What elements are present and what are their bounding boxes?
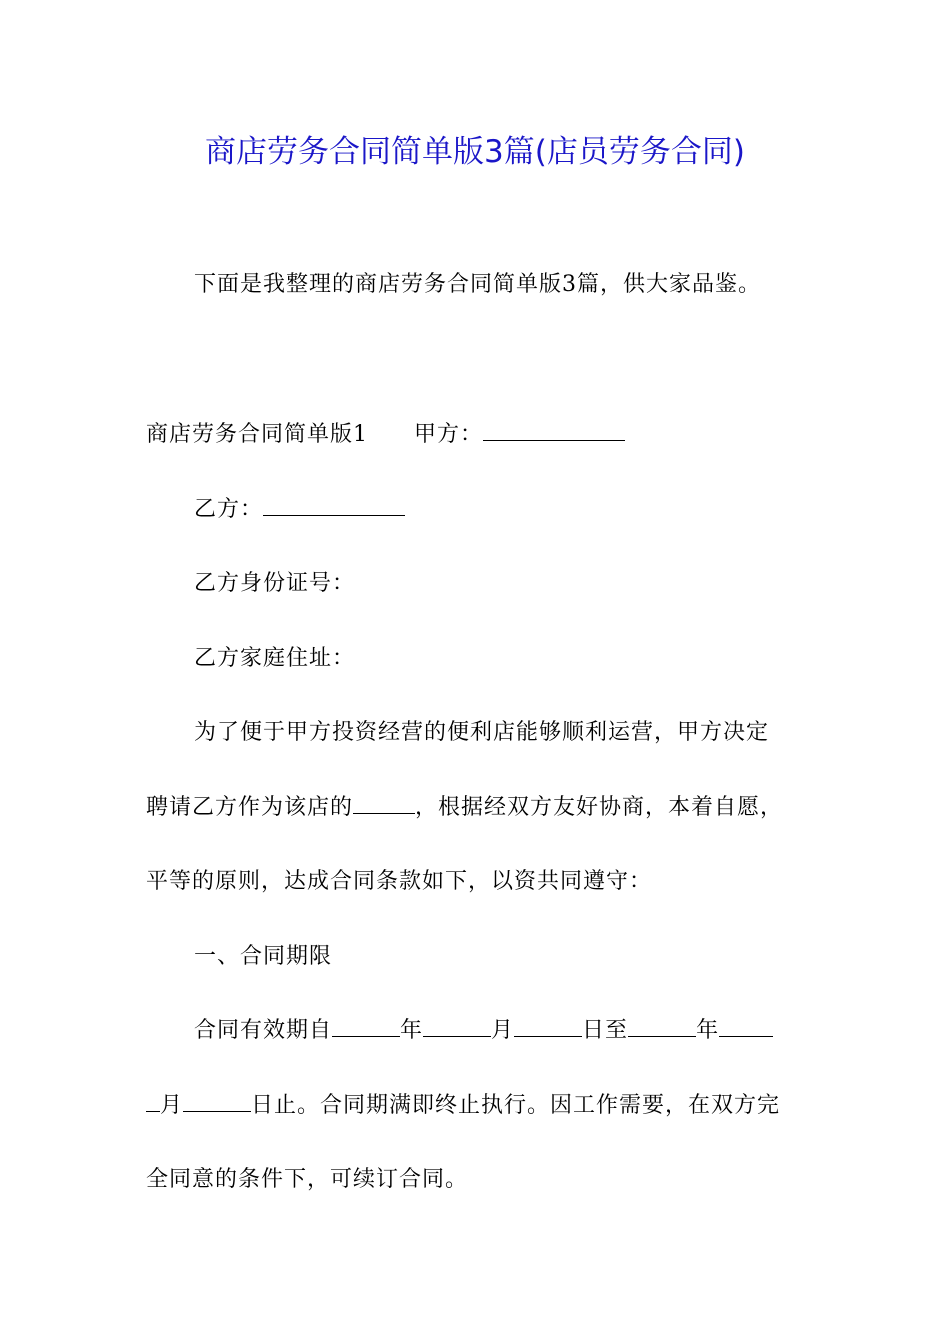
end-month-label: 月 <box>160 1093 184 1118</box>
end-month-blank-start <box>719 1014 773 1037</box>
party-b-row <box>194 493 405 527</box>
position-blank <box>353 791 415 814</box>
start-day-blank <box>514 1014 582 1037</box>
paragraph-1-line-2-end: ，根据经双方友好协商，本着自愿， <box>415 795 784 820</box>
start-month-label: 月 <box>491 1018 515 1043</box>
end-year-blank <box>628 1014 696 1037</box>
clause-1-heading: 一、合同期限 <box>194 944 333 969</box>
party-a-label: 甲方： <box>414 422 484 447</box>
section-heading: 商店劳务合同简单版1 <box>146 422 368 447</box>
party-b-id-label: 乙方身份证号： <box>194 571 356 596</box>
paragraph-1-line-2 <box>146 791 783 825</box>
term-end-text: 日止。合同期满即终止执行。因工作需要，在双方完 <box>251 1093 781 1118</box>
start-year-label: 年 <box>400 1018 424 1043</box>
start-day-to-label: 日至 <box>582 1018 629 1043</box>
party-b-blank <box>263 493 405 516</box>
term-line-1 <box>194 1014 773 1048</box>
paragraph-1-line-3: 平等的原则，达成合同条款如下，以资共同遵守： <box>146 869 653 894</box>
party-b-label: 乙方： <box>194 497 264 522</box>
intro-paragraph: 下面是我整理的商店劳务合同简单版3篇，供大家品鉴。 <box>194 272 761 297</box>
end-month-blank-continued <box>146 1089 160 1112</box>
term-line-2 <box>146 1089 780 1123</box>
term-line-3: 全同意的条件下，可续订合同。 <box>146 1167 469 1192</box>
paragraph-1-line-2-start: 聘请乙方作为该店的 <box>146 795 354 820</box>
party-b-address-label: 乙方家庭住址： <box>194 646 356 671</box>
party-a-blank <box>483 418 625 441</box>
term-prefix: 合同有效期自 <box>194 1018 333 1043</box>
end-year-label: 年 <box>696 1018 720 1043</box>
start-year-blank <box>332 1014 400 1037</box>
paragraph-1-line-1: 为了便于甲方投资经营的便利店能够顺利运营，甲方决定 <box>194 720 770 745</box>
document-title: 商店劳务合同简单版3篇(店员劳务合同) <box>205 134 745 170</box>
start-month-blank <box>423 1014 491 1037</box>
section-heading-row <box>146 418 625 452</box>
end-day-blank <box>183 1089 251 1112</box>
